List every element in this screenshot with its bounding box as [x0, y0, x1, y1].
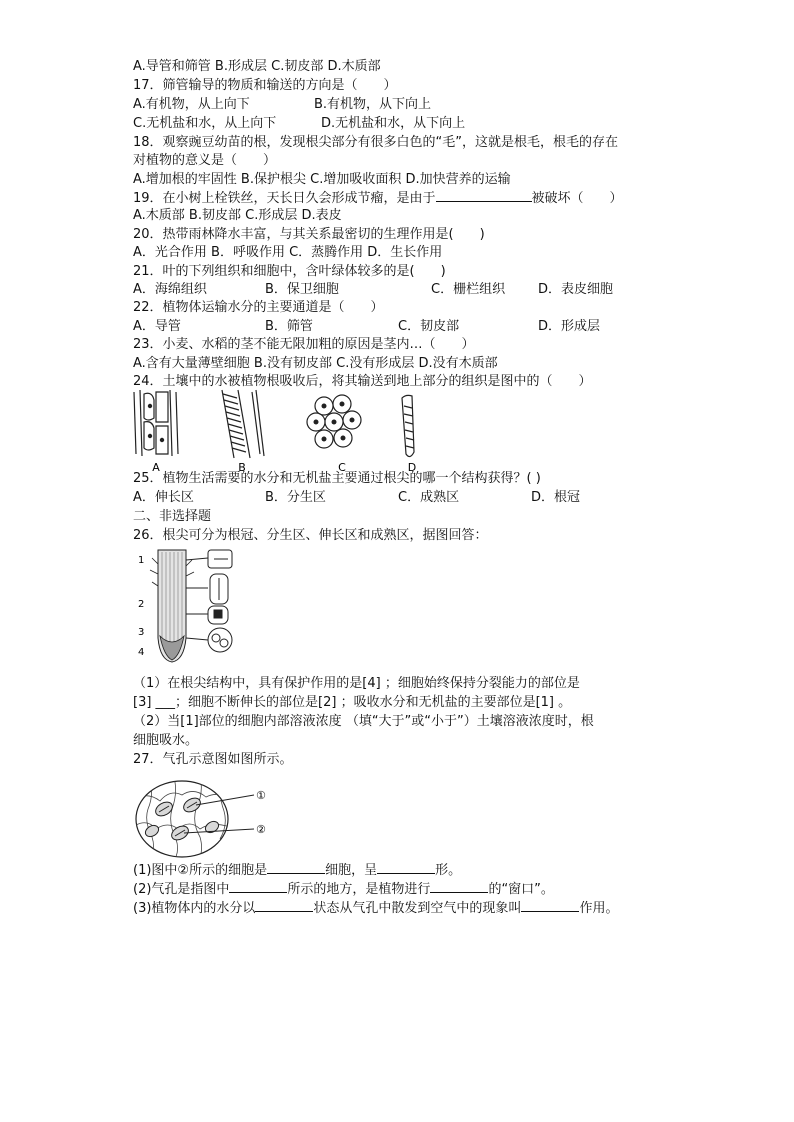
q27-blank-6[interactable] — [521, 899, 579, 912]
root-tip-body — [150, 550, 194, 662]
q27-sub2-c: 的“窗口”。 — [488, 882, 554, 897]
q26-root-tip-figure — [130, 548, 250, 668]
q25-stem: 25．植物生活需要的水分和无机盐主要通过根尖的哪一个结构获得？( ) — [133, 471, 541, 486]
q22-option-d: D．形成层 — [538, 319, 601, 334]
q27-sub3-c: 作用。 — [579, 901, 619, 916]
q25-option-a: A．伸长区 — [133, 490, 194, 505]
q21-stem: 21．叶的下列组织和细胞中，含叶绿体较多的是( ) — [133, 264, 446, 279]
q17-option-a: A.有机物，从上向下 — [133, 97, 250, 112]
q27-sub2-b: 所示的地方，是植物进行 — [287, 882, 431, 897]
root-label-3: 3 — [138, 627, 145, 638]
q19-stem-pre: 19．在小树上栓铁丝，天长日久会形成节瘤，是由于 — [133, 191, 436, 206]
q27-sub3 — [133, 899, 618, 917]
q21-option-a: A．海绵组织 — [133, 282, 207, 297]
q25-option-c: C．成熟区 — [398, 490, 460, 505]
q26-part2-line1: （2）当[1]部位的细胞内部溶液浓度 （填“大于”或“小于”）土壤溶液浓度时，根 — [133, 714, 594, 729]
q18-stem-line2: 对植物的意义是（ ） — [133, 153, 277, 168]
q26-part2-line2: 细胞吸水。 — [133, 733, 199, 748]
q27-stem: 27．气孔示意图如图所示。 — [133, 752, 293, 767]
q25-option-d: D．根冠 — [531, 490, 581, 505]
q27-sub3-a: (3)植物体内的水分以 — [133, 901, 256, 916]
stomata-label-1: ① — [256, 789, 266, 802]
section-2-heading: 二、非选择题 — [133, 509, 212, 524]
q27-sub1 — [133, 861, 461, 879]
root-cell-insets — [186, 550, 232, 652]
root-label-1: 1 — [138, 555, 145, 566]
figure-label-a: A — [152, 461, 160, 472]
q27-blank-5[interactable] — [255, 899, 313, 912]
q23-options: A.含有大量薄壁细胞 B.没有韧皮部 C.没有形成层 D.没有木质部 — [133, 356, 498, 371]
epidermal-cells — [136, 777, 230, 860]
figure-c-cells — [307, 395, 361, 448]
q19-stem — [133, 189, 623, 207]
q27-stomata-figure — [134, 775, 284, 860]
q27-sub3-b: 状态从气孔中散发到空气中的现象叫 — [313, 901, 522, 916]
q22-option-a: A．导管 — [133, 319, 181, 334]
q22-option-c: C．韧皮部 — [398, 319, 460, 334]
q21-option-b: B．保卫细胞 — [265, 282, 339, 297]
figure-b-vessel — [222, 390, 264, 458]
q27-blank-2[interactable] — [377, 861, 435, 874]
q26-part1-line2: [3] ___；细胞不断伸长的部位是[2] ；吸收水分和无机盐的主要部位是[1] 。 — [133, 695, 572, 710]
q22-option-b: B．筛管 — [265, 319, 313, 334]
q26-stem: 26．根尖可分为根冠、分生区、伸长区和成熟区，据图回答： — [133, 528, 488, 543]
stomata-label-2: ② — [256, 823, 266, 836]
leaf-surface-outline — [136, 781, 228, 857]
root-label-4: 4 — [138, 647, 145, 658]
q21-option-d: D．表皮细胞 — [538, 282, 614, 297]
q23-stem: 23．小麦、水稻的茎不能无限加粗的原因是茎内…（ ） — [133, 337, 475, 352]
q27-sub1-b: 细胞，呈 — [325, 863, 378, 878]
q17-option-c: C.无机盐和水，从上向下 — [133, 116, 277, 131]
q27-sub2 — [133, 880, 554, 898]
q20-options: A．光合作用 B．呼吸作用 C．蒸腾作用 D．生长作用 — [133, 245, 443, 260]
root-label-2: 2 — [138, 599, 145, 610]
q27-sub1-a: (1)图中②所示的细胞是 — [133, 863, 268, 878]
q19-options: A.木质部 B.韧皮部 C.形成层 D.表皮 — [133, 208, 342, 223]
figure-a-cells — [134, 390, 178, 456]
q25-option-b: B．分生区 — [265, 490, 326, 505]
q19-stem-post: 被破坏（ ） — [531, 191, 623, 206]
figure-label-c: C — [338, 461, 346, 472]
figure-label-d: D — [407, 461, 417, 472]
q27-sub1-c: 形。 — [435, 863, 462, 878]
q16-options: A.导管和筛管 B.形成层 C.韧皮部 D.木质部 — [133, 59, 381, 74]
figure-d-tube — [402, 395, 414, 456]
q17-stem: 17．筛管输导的物质和输送的方向是（ ） — [133, 78, 397, 93]
q19-blank[interactable] — [436, 189, 532, 202]
q17-option-b: B.有机物，从下向上 — [314, 97, 432, 112]
q18-options: A.增加根的牢固性 B.保护根尖 C.增加吸收面积 D.加快营养的运输 — [133, 172, 511, 187]
q24-tissue-figure — [130, 388, 430, 472]
q24-stem: 24．土壤中的水被植物根吸收后，将其输送到地上部分的组织是图中的（ ） — [133, 374, 592, 389]
leader-line-2 — [184, 829, 254, 833]
q26-part1-line1: （1）在根尖结构中，具有保护作用的是[4] ；细胞始终保持分裂能力的部位是 — [133, 676, 580, 691]
leader-line-1 — [196, 795, 254, 805]
q27-blank-4[interactable] — [430, 880, 488, 893]
q21-option-c: C．栅栏组织 — [431, 282, 506, 297]
q20-stem: 20．热带雨林降水丰富，与其关系最密切的生理作用是( ) — [133, 227, 485, 242]
q27-blank-1[interactable] — [267, 861, 325, 874]
q22-stem: 22．植物体运输水分的主要通道是（ ） — [133, 300, 384, 315]
figure-label-b: B — [238, 461, 246, 472]
q18-stem-line1: 18．观察豌豆幼苗的根，发现根尖部分有很多白色的“毛”，这就是根毛，根毛的存在 — [133, 135, 619, 150]
q27-sub2-a: (2)气孔是指图中 — [133, 882, 230, 897]
q17-option-d: D.无机盐和水，从下向上 — [321, 116, 466, 131]
q27-blank-3[interactable] — [229, 880, 287, 893]
